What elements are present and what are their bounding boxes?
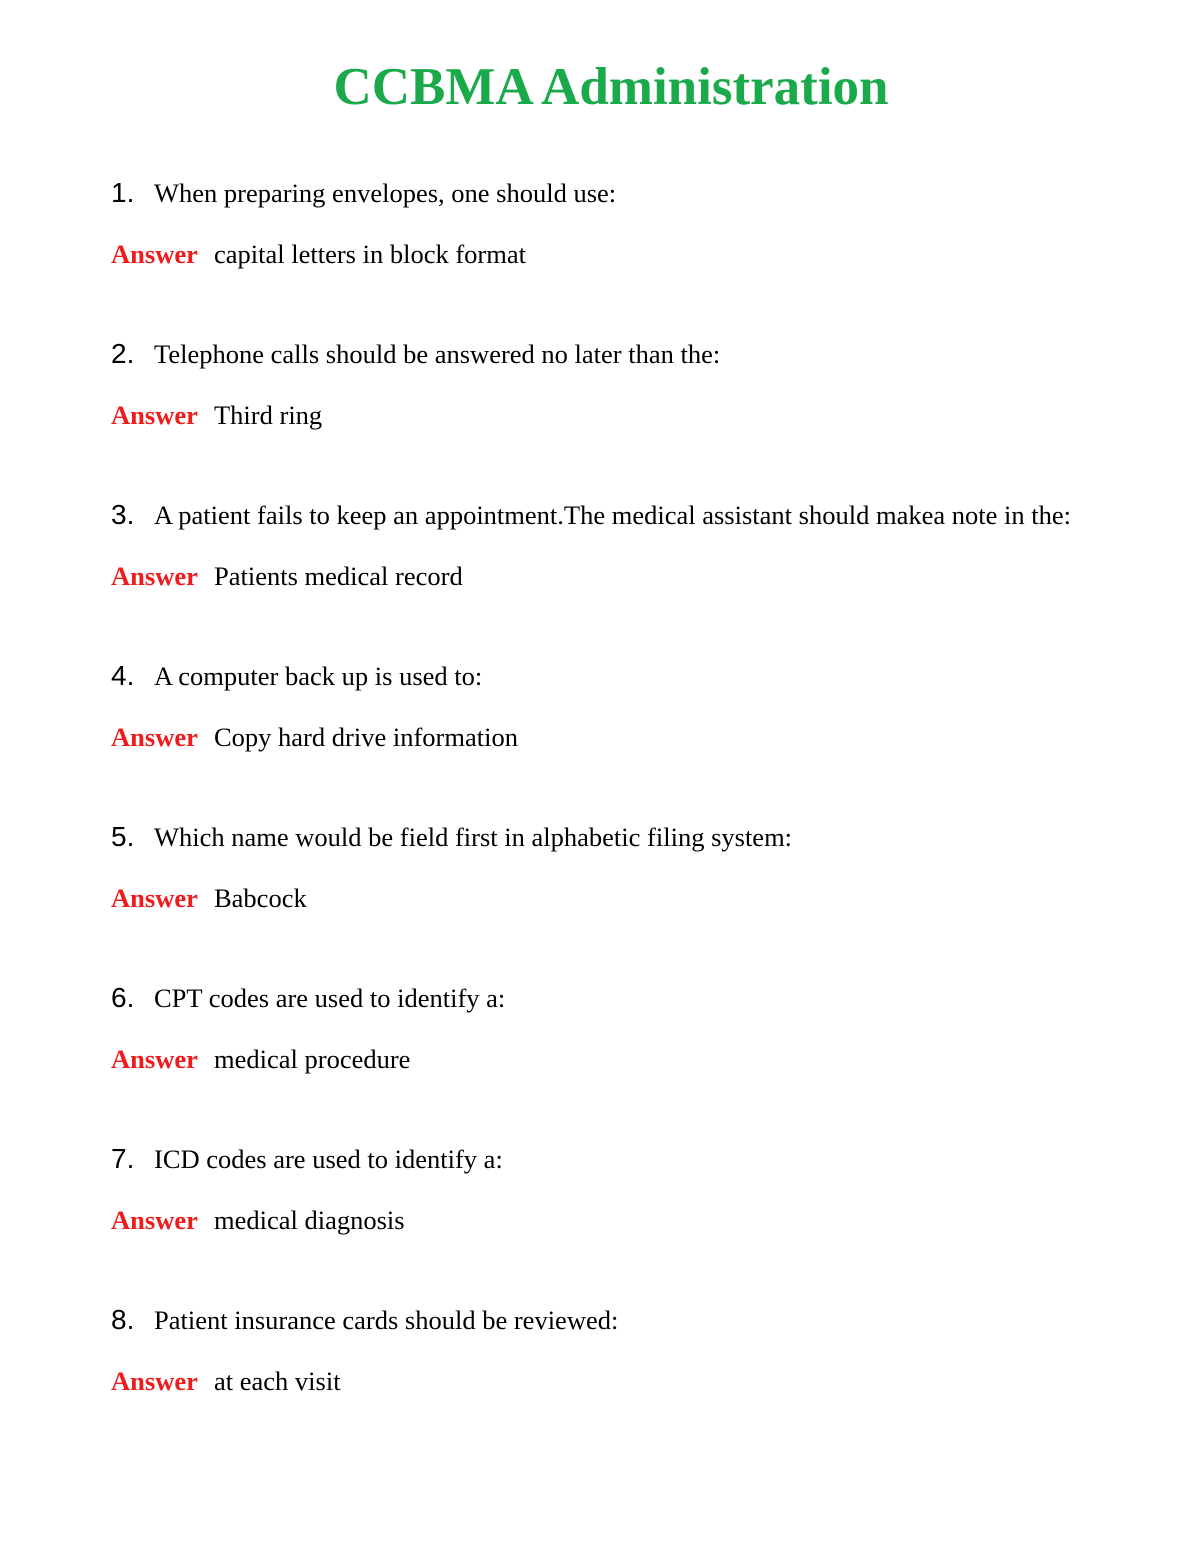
question-line — [111, 338, 720, 378]
answer-line — [111, 1044, 410, 1084]
question-line — [111, 177, 616, 217]
question-text: ICD codes are used to identify a: — [154, 1144, 503, 1174]
answer-text: Patients medical record — [214, 561, 463, 591]
question-line — [111, 1143, 503, 1183]
answer-text: Third ring — [214, 400, 323, 430]
answer-label: Answer — [111, 883, 198, 913]
question-text: CPT codes are used to identify a: — [154, 983, 506, 1013]
question-text: When preparing envelopes, one should use: — [154, 178, 617, 208]
question-number: 3. — [111, 499, 135, 530]
answer-text: medical procedure — [214, 1044, 411, 1074]
answer-text: medical diagnosis — [214, 1205, 405, 1235]
answer-text: Babcock — [214, 883, 307, 913]
page-title: CCBMA Administration — [333, 58, 889, 116]
answer-label: Answer — [111, 722, 198, 752]
question-line — [111, 821, 792, 861]
answer-label: Answer — [111, 1205, 198, 1235]
answer-line — [111, 883, 307, 923]
question-number: 5. — [111, 821, 135, 852]
question-number: 2. — [111, 338, 135, 369]
question-text: Telephone calls should be answered no later than the: — [154, 339, 721, 369]
answer-label: Answer — [111, 561, 198, 591]
answer-line — [111, 722, 518, 762]
question-number: 7. — [111, 1143, 135, 1174]
question-text: Patient insurance cards should be reviewed: — [154, 1305, 619, 1335]
answer-line — [111, 239, 526, 279]
question-line — [111, 1304, 618, 1344]
answer-line — [111, 1205, 405, 1245]
question-text: Which name would be field first in alphabetic filing system: — [154, 822, 793, 852]
question-line — [111, 499, 1071, 539]
answer-text: Copy hard drive information — [214, 722, 518, 752]
question-text: A patient fails to keep an appointment.The medical assistant should makea note in the: — [154, 500, 1071, 530]
question-text: A computer back up is used to: — [154, 661, 483, 691]
answer-label: Answer — [111, 1366, 198, 1396]
answer-label: Answer — [111, 239, 198, 269]
question-number: 6. — [111, 982, 135, 1013]
answer-text: at each visit — [214, 1366, 341, 1396]
answer-line — [111, 561, 463, 601]
answer-line — [111, 400, 322, 440]
answer-text: capital letters in block format — [214, 239, 526, 269]
question-number: 8. — [111, 1304, 135, 1335]
question-number: 1. — [111, 177, 135, 208]
answer-label: Answer — [111, 400, 198, 430]
answer-line — [111, 1366, 341, 1406]
question-line — [111, 982, 505, 1022]
answer-label: Answer — [111, 1044, 198, 1074]
question-line — [111, 660, 482, 700]
question-number: 4. — [111, 660, 135, 691]
